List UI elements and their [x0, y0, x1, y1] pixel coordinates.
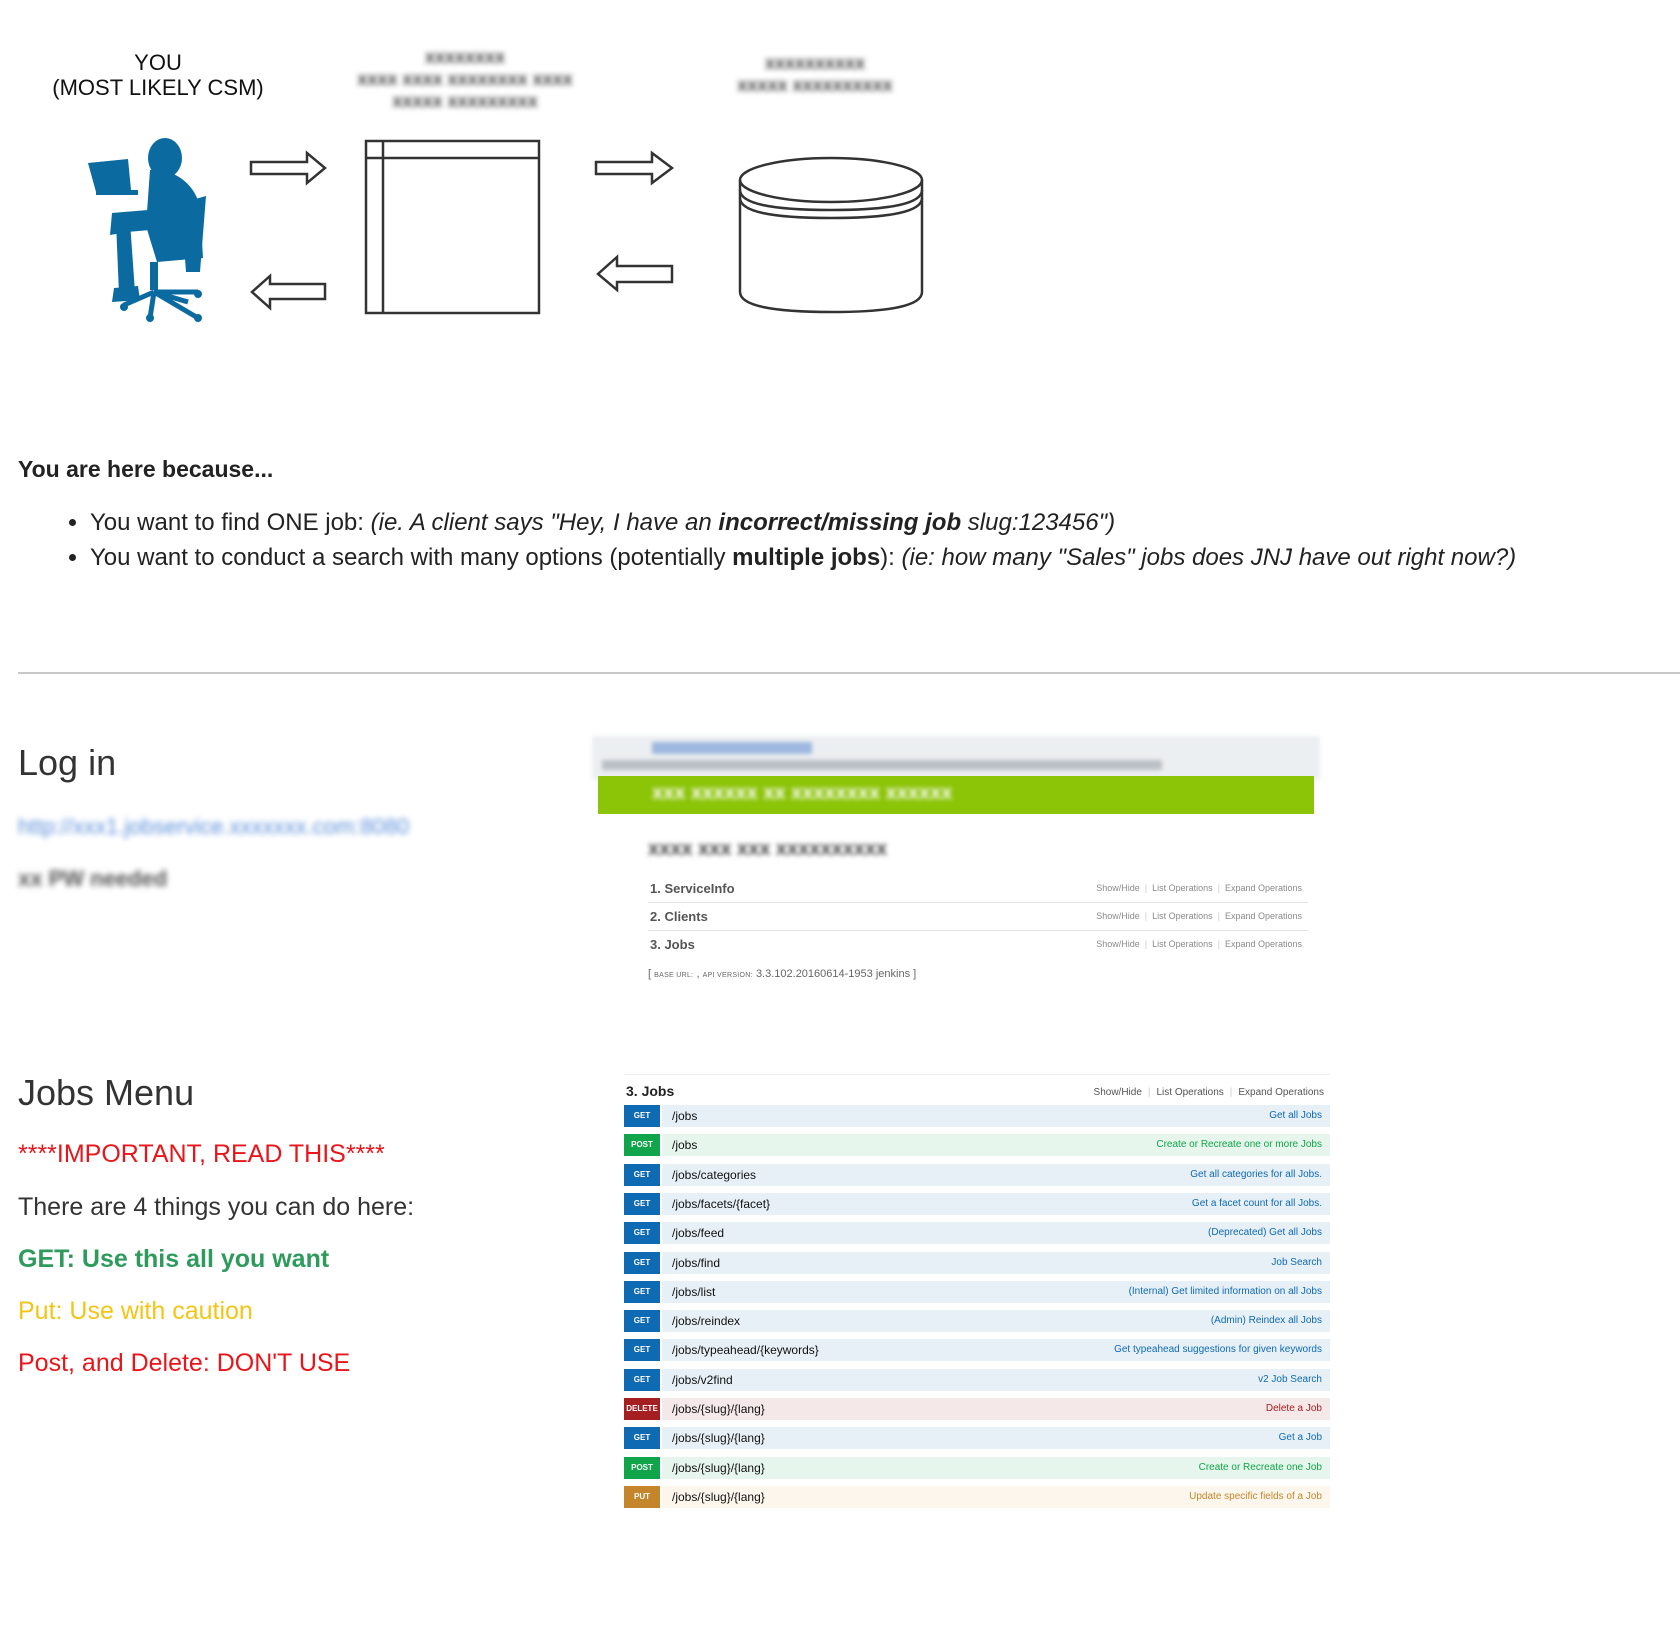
flow-diagram	[0, 0, 1000, 340]
reason1-bold-italic: incorrect/missing job	[718, 509, 962, 536]
api-version-value: 3.3.102.20160614-1953 jenkins	[755, 968, 911, 980]
login-note: xx PW needed	[18, 866, 168, 891]
endpoint-description[interactable]: (Deprecated) Get all Jobs	[1208, 1227, 1322, 1239]
endpoint-description[interactable]: (Admin) Reindex all Jobs	[1210, 1315, 1322, 1327]
endpoint-row[interactable]	[624, 1222, 1330, 1244]
endpoint-description[interactable]: Get typeahead suggestions for given keywords	[1114, 1344, 1322, 1356]
endpoint-description[interactable]: Create or Recreate one Job	[1198, 1461, 1322, 1473]
endpoint-row[interactable]	[624, 1457, 1330, 1479]
endpoint-bar	[662, 1105, 1330, 1127]
because-heading: You are here because...	[18, 456, 274, 482]
api-section-ops: Show/Hide | List Operations | Expand Operations	[1096, 911, 1302, 921]
jobs-menu-heading: Jobs Menu	[18, 1072, 195, 1113]
endpoint-bar	[662, 1252, 1330, 1274]
post-delete-guidance: Post, and Delete: DON'T USE	[18, 1349, 351, 1377]
endpoint-description[interactable]: Update specific fields of a Job	[1189, 1490, 1322, 1502]
endpoint-path[interactable]: /jobs/{slug}/{lang}	[672, 1431, 765, 1446]
reason1-italic-a: (ie. A client says "Hey, I have an	[370, 509, 719, 536]
endpoint-path[interactable]: /jobs/v2find	[672, 1372, 733, 1387]
window-icon	[366, 141, 539, 313]
http-method-badge[interactable]: PUT	[624, 1486, 660, 1508]
http-method-badge[interactable]: GET	[624, 1427, 660, 1449]
endpoint-row[interactable]	[624, 1105, 1330, 1127]
browser-toolbar	[592, 736, 1320, 780]
api-section-name[interactable]: 3. Jobs	[650, 937, 695, 952]
reason1-italic-b: slug:123456")	[961, 509, 1116, 536]
jobs-endpoints-screenshot	[624, 1074, 1330, 1515]
login-screenshot	[592, 736, 1320, 996]
reason1-prefix: You want to find ONE job:	[90, 509, 371, 536]
api-version-label: API VERSION:	[702, 972, 753, 979]
endpoint-path[interactable]: /jobs/find	[672, 1255, 721, 1270]
reason2-mid: ):	[880, 544, 902, 571]
reason2-prefix: You want to conduct a search with many options (potentially	[90, 544, 733, 571]
http-method-badge[interactable]: GET	[624, 1339, 660, 1361]
http-method-badge[interactable]: GET	[624, 1252, 660, 1274]
endpoint-description[interactable]: v2 Job Search	[1258, 1373, 1322, 1385]
arrow-right-icon	[251, 153, 325, 183]
http-method-badge[interactable]: GET	[624, 1369, 660, 1391]
arrow-left-icon	[252, 276, 325, 308]
http-method-badge[interactable]: GET	[624, 1105, 660, 1127]
http-method-badge[interactable]: GET	[624, 1222, 660, 1244]
endpoint-description[interactable]: Create or Recreate one or more Jobs	[1156, 1139, 1322, 1151]
endpoint-path[interactable]: /jobs/feed	[672, 1226, 725, 1241]
browser-address-bar	[602, 760, 1162, 770]
login-url-link[interactable]: http://xxx1.jobservice.xxxxxxx.com:8080	[18, 814, 410, 839]
endpoint-description[interactable]: Get a Job	[1278, 1432, 1322, 1444]
endpoint-row[interactable]	[624, 1339, 1330, 1361]
endpoint-description[interactable]: (Internal) Get limited information on all Jobs	[1128, 1285, 1322, 1297]
api-section-row[interactable]	[648, 874, 1308, 903]
blurred-service-label-line1: xxxxxxxx	[424, 47, 506, 67]
reason-search-many-jobs	[90, 540, 1680, 575]
endpoint-path[interactable]: /jobs/categories	[672, 1167, 757, 1182]
expand-operations-link[interactable]: Expand Operations	[1238, 1087, 1324, 1098]
list-operations-link[interactable]: List Operations	[1152, 939, 1213, 949]
http-method-badge[interactable]: DELETE	[624, 1398, 660, 1420]
endpoint-description[interactable]: Job Search	[1271, 1256, 1322, 1268]
endpoint-path[interactable]: /jobs/typeahead/{keywords}	[672, 1343, 819, 1358]
endpoint-row[interactable]	[624, 1369, 1330, 1391]
endpoint-path[interactable]: /jobs/facets/{facet}	[672, 1196, 771, 1211]
endpoint-path[interactable]: /jobs	[672, 1109, 698, 1123]
http-method-badge[interactable]: POST	[624, 1134, 660, 1156]
section-divider	[18, 672, 1680, 674]
reason2-italic: (ie: how many "Sales" jobs does JNJ have out right now?)	[901, 544, 1517, 571]
http-method-badge[interactable]: GET	[624, 1164, 660, 1186]
expand-operations-link[interactable]: Expand Operations	[1224, 939, 1302, 949]
list-operations-link[interactable]: List Operations	[1152, 883, 1213, 893]
endpoint-path[interactable]: /jobs/{slug}/{lang}	[672, 1402, 765, 1416]
api-section-row[interactable]	[648, 930, 1308, 958]
api-header-text: xxx xxxxxx xx xxxxxxxx xxxxxx	[652, 782, 953, 804]
arrow-left-icon	[598, 257, 672, 290]
endpoint-row[interactable]	[624, 1134, 1330, 1156]
person-at-laptop-icon	[88, 138, 206, 322]
expand-operations-link[interactable]: Expand Operations	[1224, 883, 1302, 893]
base-url-info: [ BASE URL: , API VERSION: 3.3.102.20160614-1953 jenkins ]	[648, 968, 917, 980]
browser-tab	[652, 742, 812, 754]
endpoint-path[interactable]: /jobs/{slug}/{lang}	[672, 1489, 765, 1504]
endpoint-row[interactable]	[624, 1398, 1330, 1420]
blurred-service-label-line3: xxxxx xxxxxxxxx	[392, 91, 538, 111]
blurred-database-label-line1: xxxxxxxxxx	[764, 53, 866, 73]
endpoint-row[interactable]	[624, 1281, 1330, 1303]
api-title: xxxx xxx xxx xxxxxxxxxx	[648, 838, 888, 860]
endpoint-row[interactable]	[624, 1486, 1330, 1508]
you-label-line2: (MOST LIKELY CSM)	[52, 75, 264, 100]
endpoint-row[interactable]	[624, 1310, 1330, 1332]
http-method-badge[interactable]: POST	[624, 1457, 660, 1479]
api-section-name[interactable]: 1. ServiceInfo	[650, 881, 735, 896]
base-url-label: BASE URL:	[654, 972, 694, 979]
endpoint-path[interactable]: /jobs/{slug}/{lang}	[672, 1460, 765, 1475]
reasons-list	[62, 505, 1680, 575]
endpoint-path[interactable]: /jobs	[672, 1138, 698, 1153]
arrow-right-icon	[596, 153, 672, 183]
endpoint-description[interactable]: Get all categories for all Jobs.	[1190, 1168, 1322, 1180]
endpoint-row[interactable]	[624, 1193, 1330, 1215]
api-section-row[interactable]	[648, 902, 1308, 931]
show-hide-link[interactable]: Show/Hide	[1096, 939, 1140, 949]
login-heading: Log in	[18, 742, 117, 783]
endpoint-description[interactable]: Get a facet count for all Jobs.	[1191, 1197, 1322, 1209]
get-guidance: GET: Use this all you want	[18, 1245, 330, 1273]
database-icon	[740, 158, 922, 312]
show-hide-link[interactable]: Show/Hide	[1093, 1087, 1142, 1098]
endpoint-description[interactable]: Delete a Job	[1265, 1403, 1322, 1414]
api-section-ops: Show/Hide | List Operations | Expand Operations	[1096, 883, 1302, 893]
endpoint-path[interactable]: /jobs/list	[672, 1284, 716, 1299]
blurred-service-label-line2: xxxx xxxx xxxxxxxx xxxx	[357, 69, 573, 89]
reason-find-one-job	[90, 505, 1680, 540]
http-method-badge[interactable]: GET	[624, 1281, 660, 1303]
endpoint-row[interactable]	[624, 1252, 1330, 1274]
jobs-section-ops: Show/Hide | List Operations | Expand Operations	[1093, 1087, 1324, 1098]
show-hide-link[interactable]: Show/Hide	[1096, 883, 1140, 893]
endpoint-description[interactable]: Get all Jobs	[1269, 1110, 1322, 1121]
blurred-database-label-line2: xxxxx xxxxxxxxxx	[737, 75, 893, 95]
things-intro: There are 4 things you can do here:	[18, 1193, 415, 1221]
reason2-bold: multiple jobs	[732, 544, 881, 571]
put-guidance: Put: Use with caution	[18, 1297, 253, 1325]
http-method-badge[interactable]: GET	[624, 1193, 660, 1215]
endpoint-bar	[662, 1369, 1330, 1391]
show-hide-link[interactable]: Show/Hide	[1096, 911, 1140, 921]
endpoint-row[interactable]	[624, 1164, 1330, 1186]
api-section-ops: Show/Hide | List Operations | Expand Operations	[1096, 939, 1302, 949]
list-operations-link[interactable]: List Operations	[1152, 911, 1213, 921]
endpoint-path[interactable]: /jobs/reindex	[672, 1314, 741, 1329]
http-method-badge[interactable]: GET	[624, 1310, 660, 1332]
list-operations-link[interactable]: List Operations	[1156, 1087, 1224, 1098]
you-label-line1: YOU	[134, 50, 182, 75]
jobs-section-title[interactable]: 3. Jobs	[626, 1083, 675, 1099]
important-notice: ****IMPORTANT, READ THIS****	[18, 1140, 385, 1168]
api-section-name[interactable]: 2. Clients	[650, 909, 708, 924]
expand-operations-link[interactable]: Expand Operations	[1224, 911, 1302, 921]
endpoint-row[interactable]	[624, 1427, 1330, 1449]
